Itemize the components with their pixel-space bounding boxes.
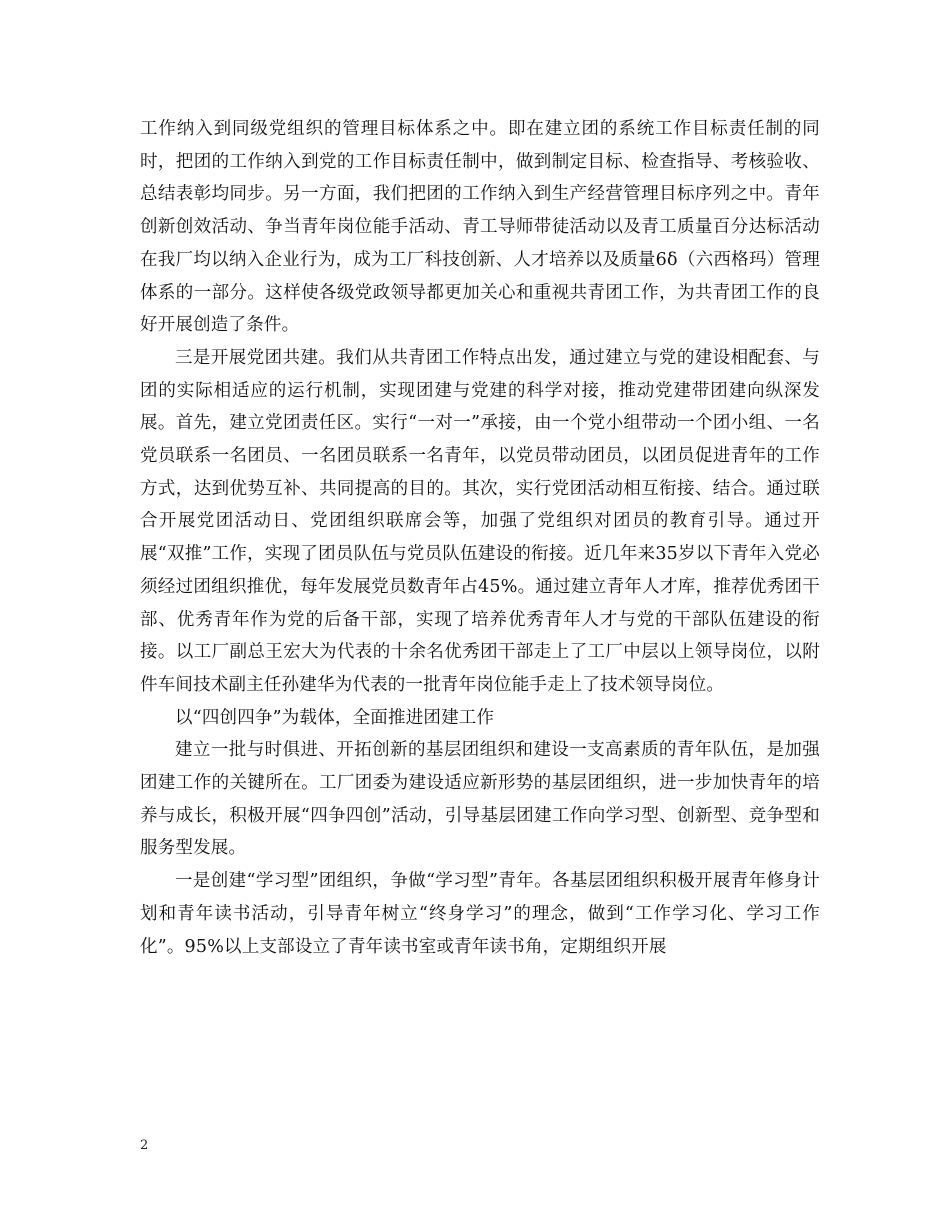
paragraph-continuation: 工作纳入到同级党组织的管理目标体系之中。即在建立团的系统工作目标责任制的同时，把团的工作纳入到党的工作目标责任制中，做到制定目标、检查指导、考核验收、总结表彰均同步。另一方面，我们把团的工作纳入到生产经营管理目标序列之中。青年创新创效活动、争当青年岗位能手活动、青工导师带徒活动以及青工质量百分达标活动在我厂均以纳入企业行为，成为工厂科技创新、人才培养以及质量6δ（六西格玛）管理体系的一部分。这样使各级党政领导都更加关心和重视共青团工作，为共青团工作的良好开展创造了条件。 bbox=[140, 119, 820, 336]
paragraph-party-youth-co-construction: 三是开展党团共建。我们从共青团工作特点出发，通过建立与党的建设相配套、与团的实际相适应的运行机制，实现团建与党建的科学对接，推动党建带团建向纵深发展。首先，建立党团责任区。实行“一对一”承接，由一个党小组带动一个团小组、一名党员联系一名团员、一名团员联系一名青年，以党员带动团员，以团员促进青年的工作方式，达到优势互补、共同提高的目的。其次，实行党团活动相互衔接、结合。通过联合开展党团活动日、党团组织联席会等，加强了党组织对团员的教育引导。通过开展“双推”工作，实现了团员队伍与党员队伍建设的衔接。近几年来35岁以下青年入党必须经过团组织推优，每年发展党员数青年占45%。通过建立青年人才库，推荐优秀团干部、优秀青年作为党的后备干部，实现了培养优秀青年人才与党的干部队伍建设的衔接。以工厂副总王宏大为代表的十余名优秀团干部走上了工厂中层以上领导岗位，以附件车间技术副主任孙建华为代表的一批青年岗位能手走上了技术领导岗位。 bbox=[140, 347, 820, 695]
paragraph-learning-organization: 一是创建“学习型”团组织，争做“学习型”青年。各基层团组织积极开展青年修身计划和青年读书活动，引导青年树立“终身学习”的理念，做到“工作学习化、学习工作化”。95%以上支部设立了青年读书室或青年读书角，定期组织开展 bbox=[140, 871, 820, 957]
page-number: 2 bbox=[140, 1138, 149, 1153]
paragraph-grassroots-organization: 建立一批与时俱进、开拓创新的基层团组织和建设一支高素质的青年队伍，是加强团建工作的关键所在。工厂团委为建设适应新形势的基层团组织，进一步加快青年的培养与成长，积极开展“四争四创”活动，引导基层团建工作向学习型、创新型、竞争型和服务型发展。 bbox=[140, 740, 820, 859]
document-body bbox=[140, 113, 820, 963]
section-heading: 以“四创四争”为载体，全面推进团建工作 bbox=[175, 707, 495, 728]
